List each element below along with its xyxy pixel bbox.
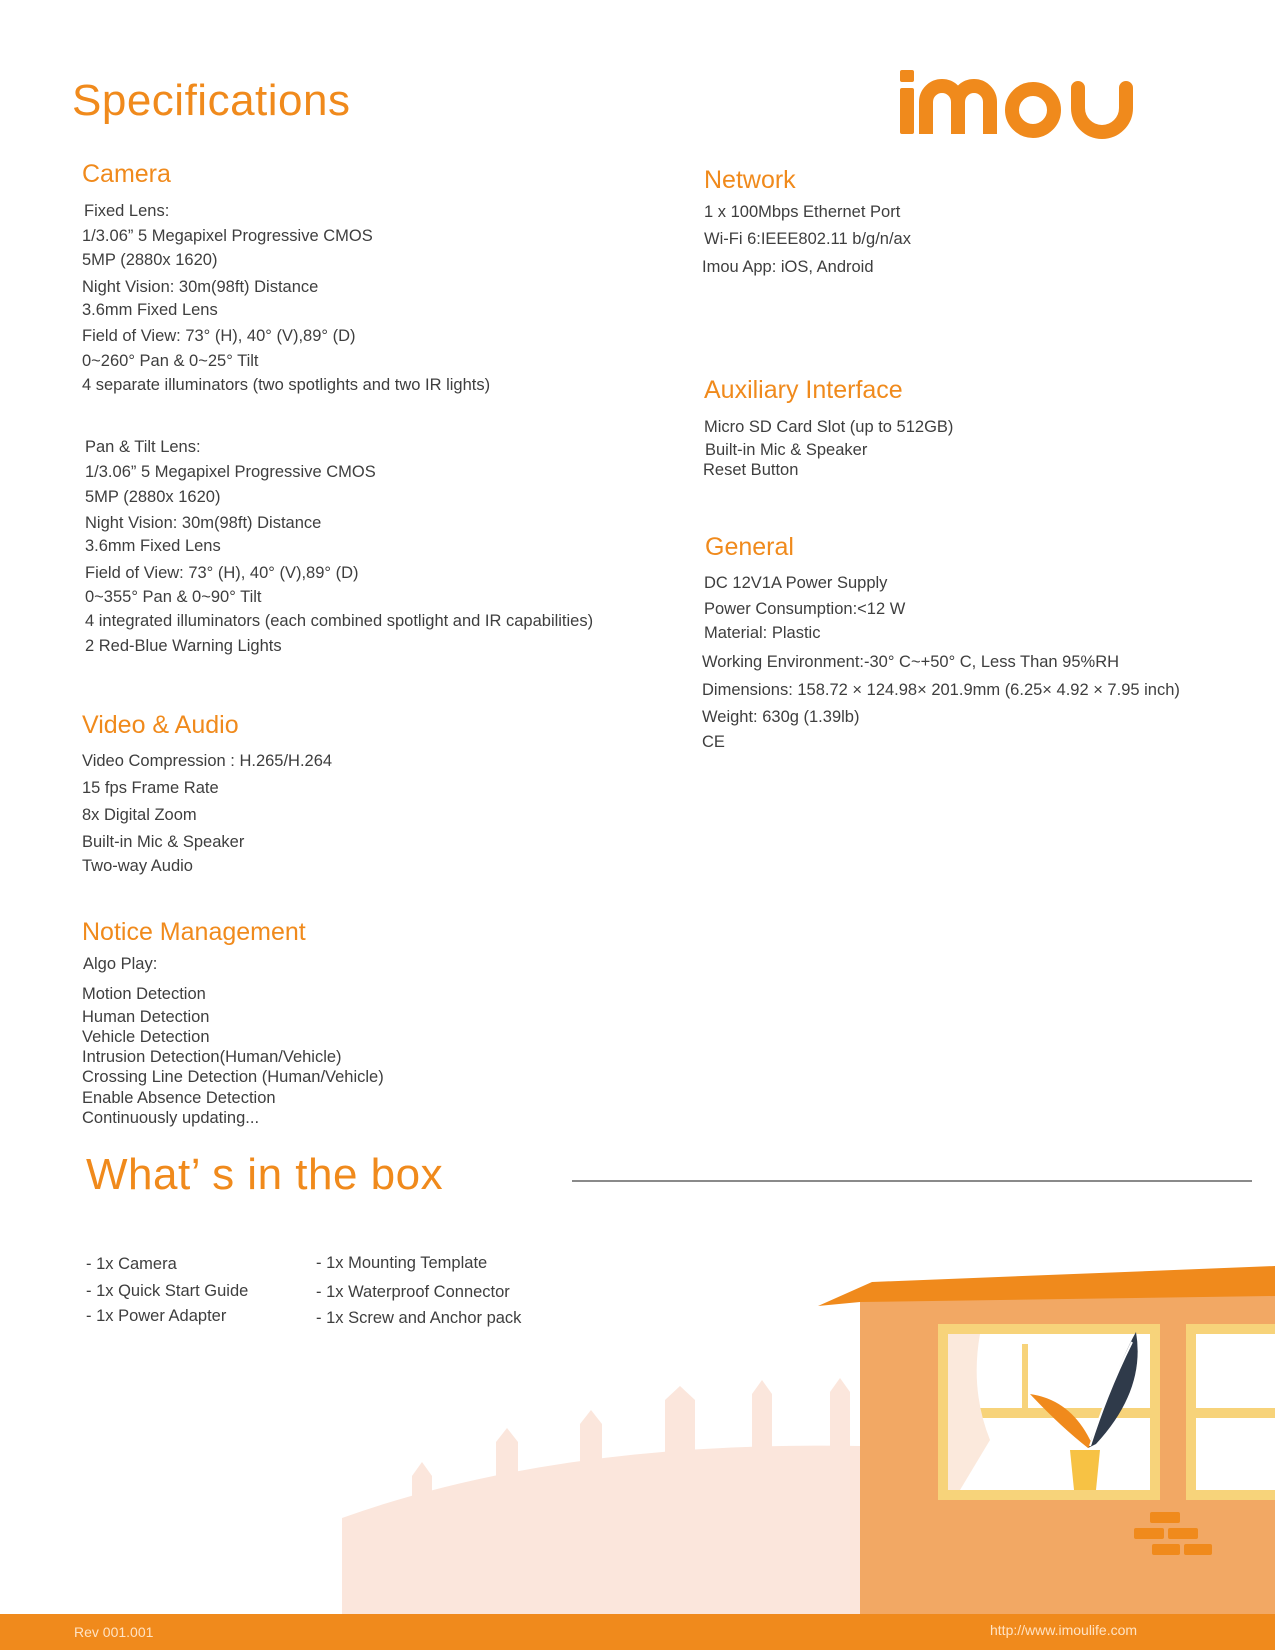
network-line: Imou App: iOS, Android: [702, 258, 874, 276]
camera-fixed-line: Field of View: 73° (H), 40° (V),89° (D): [82, 327, 356, 345]
box-item: - 1x Waterproof Connector: [316, 1283, 510, 1301]
box-item: - 1x Quick Start Guide: [86, 1282, 249, 1300]
general-line: CE: [702, 733, 725, 751]
camera-pantilt-line: 4 integrated illuminators (each combined spotlight and IR capabilities): [85, 612, 594, 630]
website-link[interactable]: http://www.imoulife.com: [990, 1622, 1138, 1638]
camera-fixed-line: Fixed Lens:: [84, 202, 170, 220]
video-audio-heading: Video & Audio: [82, 711, 239, 739]
video-audio-line: 8x Digital Zoom: [82, 806, 197, 824]
auxiliary-line: Built-in Mic & Speaker: [705, 441, 868, 459]
notice-line: Human Detection: [82, 1008, 210, 1026]
video-audio-line: Video Compression : H.265/H.264: [82, 752, 333, 770]
auxiliary-heading: Auxiliary Interface: [704, 376, 903, 404]
general-line: Dimensions: 158.72 × 124.98× 201.9mm (6.25× 4.92 × 7.95 inch): [702, 681, 1180, 699]
auxiliary-line: Reset Button: [703, 461, 799, 479]
notice-line: Vehicle Detection: [82, 1028, 210, 1046]
network-line: 1 x 100Mbps Ethernet Port: [704, 203, 901, 221]
general-line: Material: Plastic: [704, 624, 821, 642]
notice-line: Motion Detection: [82, 985, 206, 1003]
camera-pantilt-line: 2 Red-Blue Warning Lights: [85, 637, 282, 655]
box-item: - 1x Power Adapter: [86, 1307, 227, 1325]
box-item: - 1x Camera: [86, 1255, 177, 1273]
camera-pantilt-line: 3.6mm Fixed Lens: [85, 537, 221, 555]
revision-label: Rev 001.001: [74, 1624, 154, 1640]
general-heading: General: [705, 533, 794, 561]
notice-line: Enable Absence Detection: [82, 1089, 276, 1107]
camera-pantilt-line: 0~355° Pan & 0~90° Tilt: [85, 588, 262, 606]
network-heading: Network: [704, 166, 796, 194]
camera-fixed-line: 3.6mm Fixed Lens: [82, 301, 218, 319]
camera-fixed-line: Night Vision: 30m(98ft) Distance: [82, 278, 319, 296]
page-title: Specifications: [72, 76, 351, 125]
general-line: Weight: 630g (1.39lb): [702, 708, 860, 726]
notice-line: Intrusion Detection(Human/Vehicle): [82, 1048, 342, 1066]
video-audio-line: Built-in Mic & Speaker: [82, 833, 245, 851]
notice-heading: Notice Management: [82, 918, 306, 946]
imou-logo: [900, 62, 1180, 142]
auxiliary-line: Micro SD Card Slot (up to 512GB): [704, 418, 954, 436]
box-item: - 1x Mounting Template: [316, 1254, 488, 1272]
video-audio-line: Two-way Audio: [82, 857, 193, 875]
general-line: Power Consumption:<12 W: [704, 600, 906, 618]
box-heading: What’ s in the box: [86, 1150, 444, 1199]
notice-line: Algo Play:: [83, 955, 158, 973]
network-line: Wi-Fi 6:IEEE802.11 b/g/n/ax: [704, 230, 911, 248]
camera-pantilt-line: 5MP (2880x 1620): [85, 488, 221, 506]
camera-pantilt-line: Night Vision: 30m(98ft) Distance: [85, 514, 322, 532]
camera-pantilt-line: 1/3.06” 5 Megapixel Progressive CMOS: [85, 463, 376, 481]
section-divider: [572, 1180, 1252, 1182]
general-line: Working Environment:-30° C~+50° C, Less Than 95%RH: [702, 653, 1120, 671]
camera-fixed-line: 5MP (2880x 1620): [82, 251, 218, 269]
box-item: - 1x Screw and Anchor pack: [316, 1309, 522, 1327]
general-line: DC 12V1A Power Supply: [704, 574, 888, 592]
camera-fixed-line: 4 separate illuminators (two spotlights and two IR lights): [82, 376, 491, 394]
camera-heading: Camera: [82, 160, 171, 188]
notice-line: Continuously updating...: [82, 1109, 260, 1127]
camera-fixed-line: 1/3.06” 5 Megapixel Progressive CMOS: [82, 227, 373, 245]
camera-fixed-line: 0~260° Pan & 0~25° Tilt: [82, 352, 259, 370]
camera-pantilt-line: Pan & Tilt Lens:: [85, 438, 201, 456]
video-audio-line: 15 fps Frame Rate: [82, 779, 219, 797]
camera-pantilt-line: Field of View: 73° (H), 40° (V),89° (D): [85, 564, 359, 582]
notice-line: Crossing Line Detection (Human/Vehicle): [82, 1068, 384, 1086]
